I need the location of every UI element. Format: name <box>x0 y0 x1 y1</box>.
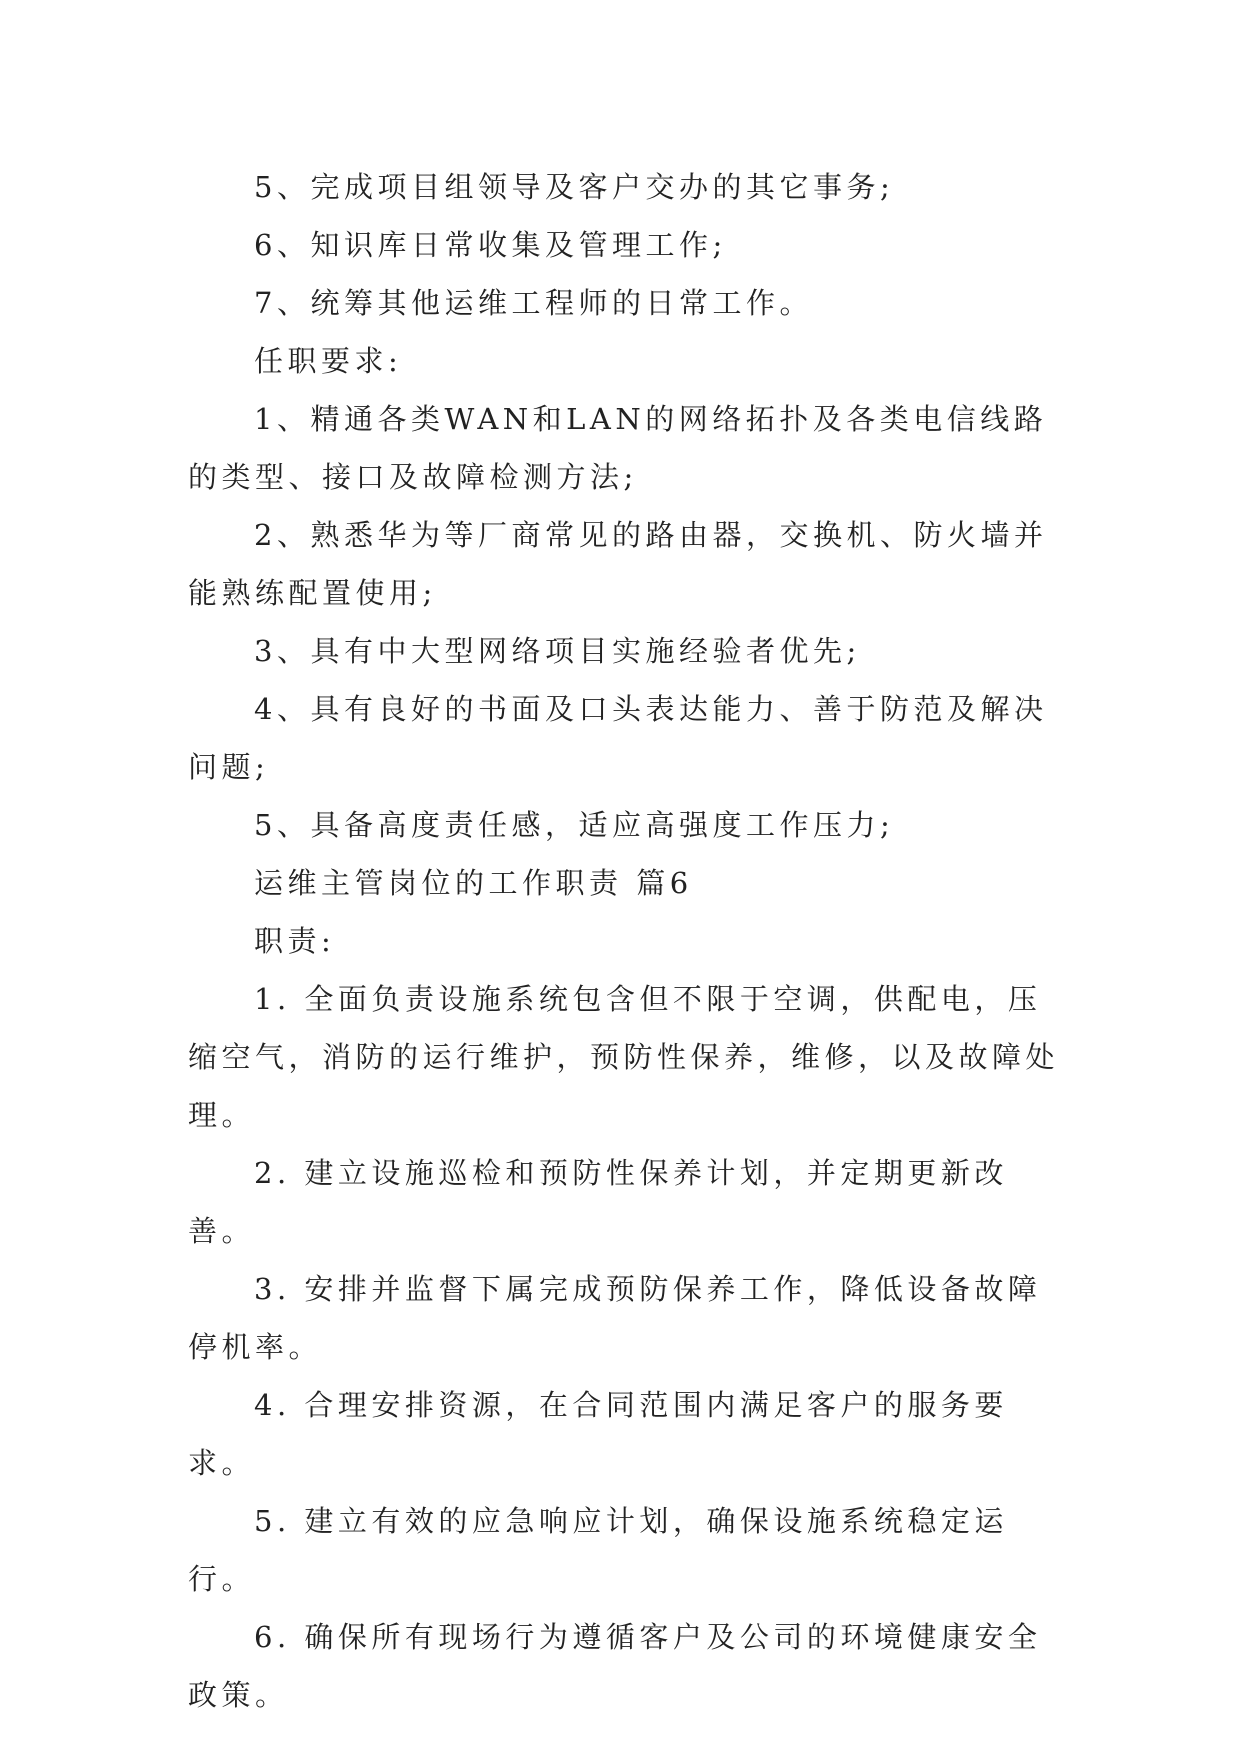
document-body <box>188 158 1068 1724</box>
section-heading-requirements: 任职要求: <box>254 344 403 378</box>
paragraph-duty-6: 6、知识库日常收集及管理工作; <box>254 228 727 262</box>
section-title-part-6: 运维主管岗位的工作职责 篇6 <box>254 866 693 900</box>
paragraph-duty-5: 5、完成项目组领导及客户交办的其它事务; <box>254 170 895 204</box>
paragraph-responsibility-5: 5. 建立有效的应急响应计划，确保设施系统稳定运行。 <box>188 1504 1008 1596</box>
paragraph-requirement-1: 1、精通各类WAN和LAN的网络拓扑及各类电信线路的类型、接口及故障检测方法; <box>188 402 1048 494</box>
paragraph-requirement-5: 5、具备高度责任感，适应高强度工作压力; <box>254 808 895 842</box>
paragraph-requirement-2: 2、熟悉华为等厂商常见的路由器，交换机、防火墙并能熟练配置使用; <box>188 518 1048 610</box>
paragraph-responsibility-6: 6. 确保所有现场行为遵循客户及公司的环境健康安全政策。 <box>188 1620 1042 1712</box>
paragraph-duty-7: 7、统筹其他运维工程师的日常工作。 <box>254 286 813 320</box>
section-heading-duties: 职责: <box>254 924 336 958</box>
paragraph-responsibility-2: 2. 建立设施巡检和预防性保养计划，并定期更新改善。 <box>188 1156 1008 1248</box>
paragraph-requirement-4: 4、具有良好的书面及口头表达能力、善于防范及解决问题; <box>188 692 1048 784</box>
paragraph-requirement-3: 3、具有中大型网络项目实施经验者优先; <box>254 634 861 668</box>
paragraph-responsibility-4: 4. 合理安排资源，在合同范围内满足客户的服务要求。 <box>188 1388 1008 1480</box>
paragraph-responsibility-1: 1. 全面负责设施系统包含但不限于空调，供配电，压缩空气，消防的运行维护，预防性保养，维修，以及故障处理。 <box>188 982 1060 1132</box>
paragraph-responsibility-3: 3. 安排并监督下属完成预防保养工作，降低设备故障停机率。 <box>188 1272 1042 1364</box>
